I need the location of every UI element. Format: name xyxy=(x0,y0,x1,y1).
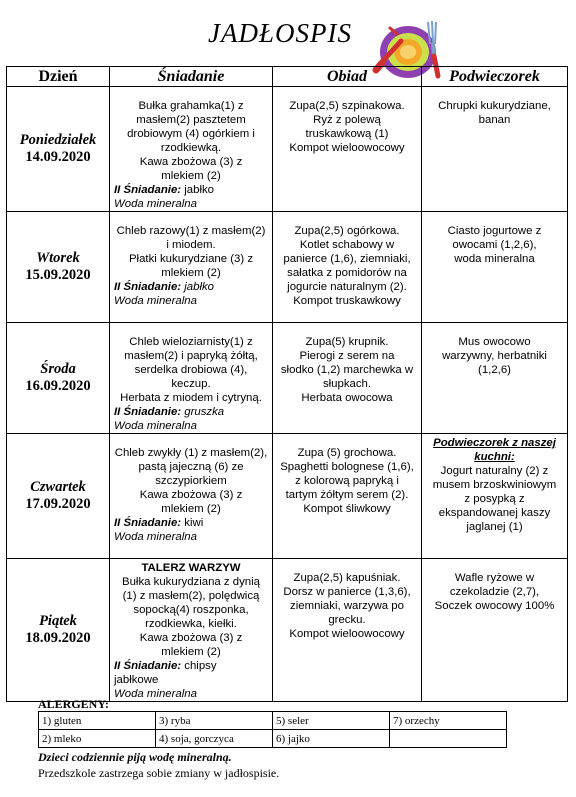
lunch-line: Kompot wieloowocowy xyxy=(289,628,405,640)
lunch-cell xyxy=(273,212,422,323)
snack-line: owocami (1,2,6), xyxy=(452,239,537,251)
allergen-item: 6) jajko xyxy=(273,730,390,748)
page-title: JADŁOSPIS xyxy=(208,18,352,48)
breakfast-cell xyxy=(110,212,273,323)
snack-cell xyxy=(422,87,568,212)
allergen-item: 7) orzechy xyxy=(390,712,507,730)
day-row-wednesday xyxy=(7,323,568,434)
lunch-line: Herbata owocowa xyxy=(301,392,393,404)
lunch-cell xyxy=(273,323,422,434)
day-row-friday xyxy=(7,559,568,702)
breakfast-line: Bułka grahamka(1) z xyxy=(138,100,244,112)
second-breakfast-cont: jabłkowe xyxy=(114,674,159,686)
header-row xyxy=(7,67,568,87)
allergen-item: 4) soja, gorczyca xyxy=(156,730,273,748)
second-breakfast-value: jabłko xyxy=(181,184,215,196)
lunch-line: Kompot wieloowocowy xyxy=(289,142,405,154)
snack-line: woda mineralna xyxy=(454,253,535,265)
lunch-line: Kompot śliwkowy xyxy=(303,503,391,515)
lunch-line: truskawkową (1) xyxy=(305,128,389,140)
day-cell xyxy=(7,323,110,434)
day-cell xyxy=(7,87,110,212)
lunch-line: Dorsz w panierce (1,3,6), xyxy=(283,586,411,598)
breakfast-line: masłem(2) i papryką żółtą, xyxy=(124,350,258,362)
snack-line: ekspandowanej kaszy xyxy=(438,507,551,519)
day-row-tuesday xyxy=(7,212,568,323)
day-cell xyxy=(7,559,110,702)
breakfast-line: Chleb zwykły (1) z masłem(2), xyxy=(114,447,268,459)
breakfast-line: Płatki kukurydziane (3) z xyxy=(128,253,254,265)
snack-line: czekoladzie (2,7), xyxy=(449,586,540,598)
header-breakfast: Śniadanie xyxy=(110,67,273,87)
water-line: Woda mineralna xyxy=(114,420,197,432)
snack-line: (1,2,6) xyxy=(478,364,511,376)
day-date: 16.09.2020 xyxy=(25,378,91,394)
allergen-item: 3) ryba xyxy=(156,712,273,730)
day-date: 14.09.2020 xyxy=(25,149,91,165)
breakfast-line: mlekiem (2) xyxy=(161,170,221,182)
allergen-item: 2) mleko xyxy=(39,730,156,748)
menu-table xyxy=(6,66,568,702)
allergens-row xyxy=(39,730,507,748)
lunch-line: ziemniaki, warzywa po xyxy=(290,600,404,612)
snack-line: Ciasto jogurtowe z xyxy=(447,225,542,237)
lunch-line: jogurcie naturalnym (2). xyxy=(287,281,407,293)
water-line: Woda mineralna xyxy=(114,688,197,700)
breakfast-cell xyxy=(110,87,273,212)
second-breakfast xyxy=(114,516,268,530)
lunch-line: słodko (1,2) marchewka w xyxy=(280,364,414,376)
day-date: 18.09.2020 xyxy=(25,630,91,646)
snack-line: Wafle ryżowe w xyxy=(454,572,535,584)
second-breakfast xyxy=(114,183,268,197)
day-row-monday xyxy=(7,87,568,212)
snack-header: kuchni: xyxy=(474,451,515,463)
breakfast-header: TALERZ WARZYW xyxy=(141,562,241,574)
header-lunch: Obiad xyxy=(273,67,422,87)
disclaimer-note: Przedszkole zastrzega sobie zmiany w jadłospisie. xyxy=(38,766,280,780)
lunch-line: Ryż z polewą xyxy=(313,114,381,126)
breakfast-line: Bułka kukurydziana z dynią xyxy=(121,576,261,588)
breakfast-line: rzodkiewką. xyxy=(160,142,222,154)
allergens-row xyxy=(39,712,507,730)
lunch-line: Pierogi z serem na xyxy=(299,350,395,362)
snack-line: Chrupki kukurydziane, xyxy=(438,100,551,112)
lunch-cell xyxy=(273,434,422,559)
breakfast-line: mlekiem (2) xyxy=(161,646,221,658)
breakfast-line: szczypiorkiem xyxy=(155,475,227,487)
lunch-cell xyxy=(273,559,422,702)
lunch-line: Kompot truskawkowy xyxy=(293,295,401,307)
day-date: 15.09.2020 xyxy=(25,267,91,283)
breakfast-line: keczup. xyxy=(171,378,211,390)
breakfast-line: serdelka drobiowa (4), xyxy=(134,364,248,376)
breakfast-line: mlekiem (2) xyxy=(161,267,221,279)
second-breakfast-label: II Śniadanie: xyxy=(114,184,182,196)
day-cell xyxy=(7,212,110,323)
breakfast-line: Kawa zbożowa (3) z xyxy=(139,632,243,644)
lunch-line: Zupa(2,5) ogórkowa. xyxy=(294,225,400,237)
breakfast-line: sopocką(4) roszponka, xyxy=(133,604,249,616)
day-name: Piątek xyxy=(39,613,77,629)
second-breakfast-label: II Śniadanie: xyxy=(114,406,182,418)
lunch-line: Spaghetti bolognese (1,6), xyxy=(280,461,414,473)
second-breakfast-value: gruszka xyxy=(181,406,225,418)
day-name: Środa xyxy=(40,361,76,377)
breakfast-line: Chleb wieloziarnisty(1) z xyxy=(129,336,253,348)
snack-line: warzywny, herbatniki xyxy=(442,350,547,362)
day-cell xyxy=(7,434,110,559)
second-breakfast-label: II Śniadanie: xyxy=(114,517,182,529)
header-snack: Podwieczorek xyxy=(422,67,568,87)
lunch-line: słupkach. xyxy=(322,378,372,390)
snack-cell xyxy=(422,559,568,702)
breakfast-line: (1) z masłem(2), polędwicą xyxy=(122,590,260,602)
breakfast-line: Kawa zbożowa (3) z xyxy=(139,156,243,168)
snack-line: z posypką z xyxy=(464,493,525,505)
snack-cell xyxy=(422,323,568,434)
second-breakfast-value: kiwi xyxy=(181,517,204,529)
water-note: Dzieci codziennie piją wodę mineralną. xyxy=(38,750,232,764)
snack-line: musem brzoskwiniowym xyxy=(432,479,557,491)
lunch-line: grecku. xyxy=(328,614,366,626)
lunch-line: Zupa(2,5) szpinakowa. xyxy=(289,100,405,112)
allergens-title: ALERGENY: xyxy=(38,697,109,711)
water-line: Woda mineralna xyxy=(114,295,197,307)
second-breakfast-value: chipsy xyxy=(181,660,217,672)
second-breakfast xyxy=(114,405,268,419)
breakfast-line: masłem(2) pasztetem xyxy=(136,114,246,126)
day-name: Wtorek xyxy=(36,250,80,266)
snack-line: banan xyxy=(478,114,511,126)
breakfast-line: drobiowym (4) ogórkiem i xyxy=(127,128,255,140)
second-breakfast-label: II Śniadanie: xyxy=(114,660,182,672)
day-name: Poniedziałek xyxy=(19,132,97,148)
breakfast-cell xyxy=(110,323,273,434)
day-name: Czwartek xyxy=(30,479,86,495)
snack-line: Soczek owocowy 100% xyxy=(434,600,555,612)
breakfast-line: mlekiem (2) xyxy=(161,503,221,515)
allergen-item xyxy=(390,730,507,748)
header-day: Dzień xyxy=(7,67,110,87)
lunch-line: Zupa (5) grochowa. xyxy=(297,447,397,459)
breakfast-line: Kawa zbożowa (3) z xyxy=(139,489,243,501)
snack-line: Mus owocowo xyxy=(458,336,531,348)
lunch-line: sałatka z pomidorów na xyxy=(287,267,407,279)
breakfast-cell xyxy=(110,559,273,702)
allergens-table xyxy=(38,711,507,748)
second-breakfast-label: II Śniadanie: xyxy=(114,281,182,293)
snack-cell xyxy=(422,434,568,559)
allergen-item: 5) seler xyxy=(273,712,390,730)
lunch-line: Zupa(2,5) kapuśniak. xyxy=(293,572,401,584)
breakfast-line: i miodem. xyxy=(166,239,216,251)
lunch-line: Zupa(5) krupnik. xyxy=(305,336,389,348)
snack-header: Podwieczorek z naszej xyxy=(433,437,556,449)
lunch-line: z kolorową papryką i xyxy=(295,475,399,487)
lunch-line: Kotlet schabowy w xyxy=(299,239,395,251)
snack-line: jaglanej (1) xyxy=(466,521,523,533)
water-line: Woda mineralna xyxy=(114,531,197,543)
second-breakfast xyxy=(114,280,268,294)
allergen-item: 1) gluten xyxy=(39,712,156,730)
day-row-thursday xyxy=(7,434,568,559)
breakfast-line: Chleb razowy(1) z masłem(2) xyxy=(116,225,266,237)
second-breakfast xyxy=(114,659,268,673)
lunch-cell xyxy=(273,87,422,212)
water-line: Woda mineralna xyxy=(114,198,197,210)
breakfast-line: Herbata z miodem i cytryną. xyxy=(120,392,262,404)
day-date: 17.09.2020 xyxy=(25,496,91,512)
breakfast-line: pastą jajeczną (6) ze xyxy=(138,461,244,473)
lunch-line: tartym żółtym serem (2). xyxy=(285,489,409,501)
breakfast-line: rzodkiewka, kiełki. xyxy=(145,618,237,630)
breakfast-cell xyxy=(110,434,273,559)
lunch-line: panierce (1,6), ziemniaki, xyxy=(283,253,411,265)
snack-line: Jogurt naturalny (2) z xyxy=(440,465,549,477)
snack-cell xyxy=(422,212,568,323)
second-breakfast-value: jabłko xyxy=(181,281,215,293)
